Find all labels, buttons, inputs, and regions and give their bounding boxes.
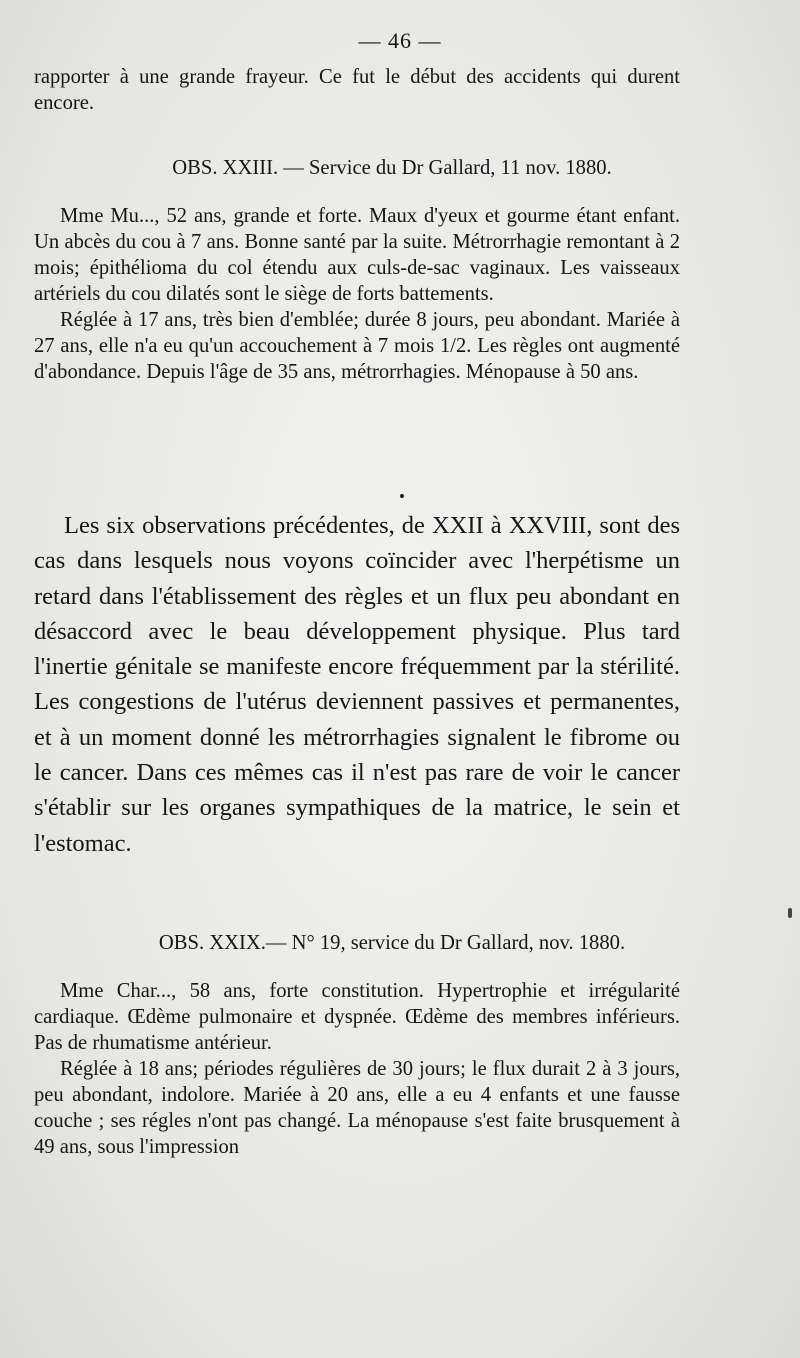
observation-paragraph: Mme Char..., 58 ans, forte constitution. Hypertrophie et irrégularité cardiaque. Œdème pulmonaire et dyspnée. Œdème des membres inférieurs. Pas de rhumatisme antérieur. [34, 980, 680, 1054]
observation-paragraph: Réglée à 18 ans; périodes régulières de 30 jours; le flux durait 2 à 3 jours, peu abondant, indolore. Mariée à 20 ans, elle a eu 4 enfants et une fausse couche ; ses régles n'ont pas changé. La ménopause s'est faite brusquement à 49 ans, sous l'impression [34, 1058, 680, 1158]
observation-paragraph: Mme Mu..., 52 ans, grande et forte. Maux d'yeux et gourme étant enfant. Un abcès du cou à 7 ans. Bonne santé par la suite. Métrorrhagie remontant à 2 mois; épithélioma du col étendu aux culs-de-sac vaginaux. Les vaisseaux artériels du cou dilatés sont le siège de forts battements. [34, 205, 680, 305]
observation-paragraph: Réglée à 17 ans, très bien d'emblée; durée 8 jours, peu abondant. Mariée à 27 ans, elle n'a eu qu'un accouchement à 7 mois 1/2. Les règles ont augmenté d'abondance. Depuis l'âge de 35 ans, métrorrhagies. Ménopause à 50 ans. [34, 309, 680, 383]
section-separator-dot [400, 494, 404, 498]
observation-heading: OBS. XXIII. — Service du Dr Gallard, 11 nov. 1880. [172, 157, 612, 179]
observation-xxix [34, 930, 680, 1160]
observation-xxiii [34, 155, 680, 385]
continuation-paragraph: rapporter à une grande frayeur. Ce fut le début des accidents qui durent encore. [34, 66, 680, 114]
observation-heading: OBS. XXIX.— N° 19, service du Dr Gallard, nov. 1880. [158, 932, 626, 954]
commentary-paragraph: Les six observations précédentes, de XXII à XXVIII, sont des cas dans lesquels nous voyons coïncider avec l'herpétisme un retard dans l'établissement des règles et un flux peu abondant en désaccord avec le beau développement physique. Plus tard l'inertie génitale se manifeste encore fréquemment par la stérilité. Les congestions de l'utérus deviennent passives et permanentes, et à un moment donné les métrorrhagies signalent le fibrome ou le cancer. Dans ces mêmes cas il n'est pas rare de voir le cancer s'établir sur les organes sympathiques de la matrice, le sein et l'estomac. [34, 512, 680, 857]
page-number: — 46 — [358, 28, 442, 53]
ink-mark [788, 908, 792, 918]
commentary-block [34, 508, 680, 861]
continuation-text-block [34, 64, 680, 116]
